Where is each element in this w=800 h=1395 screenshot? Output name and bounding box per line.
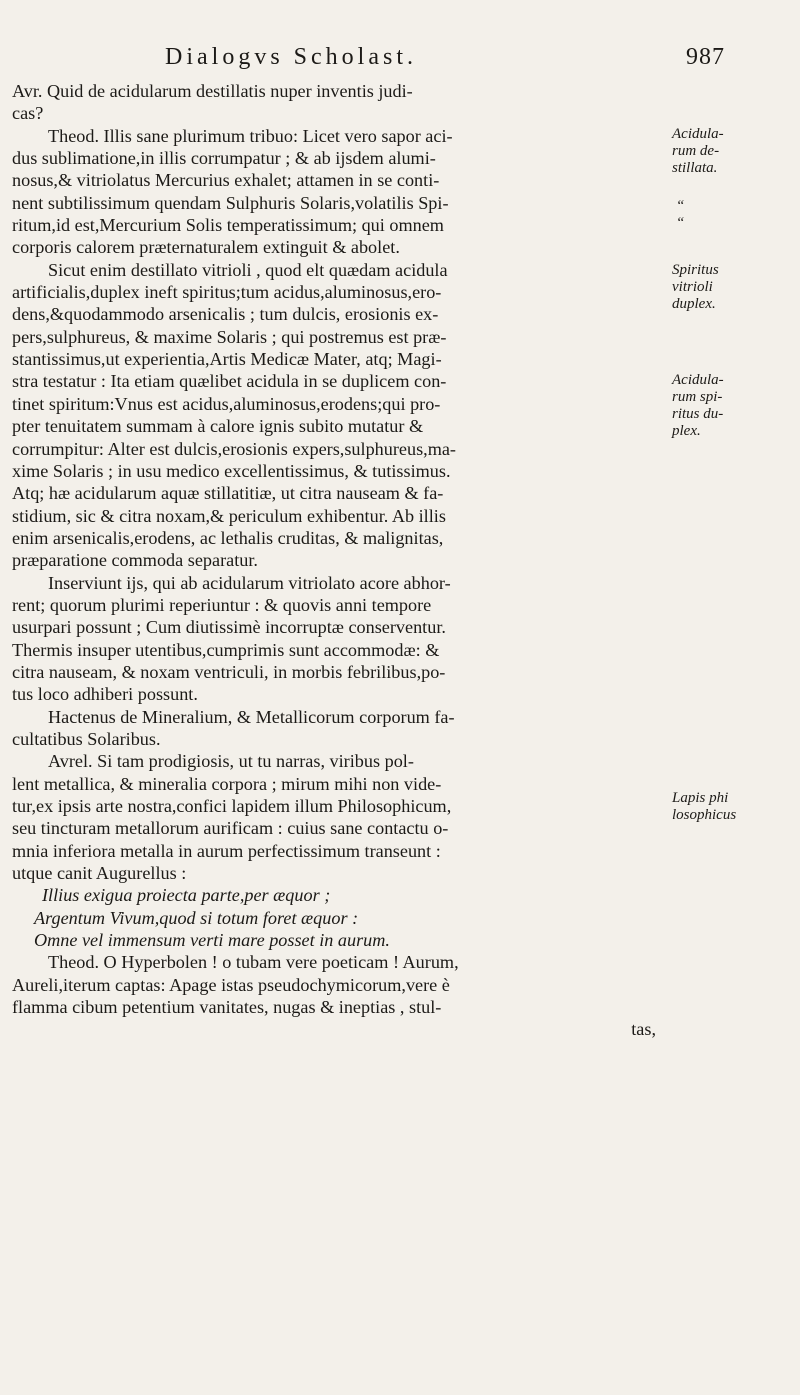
text-line: Hactenus de Mineralium, & Metallicorum corporum fa- (48, 706, 455, 727)
verse-line: Omne vel immensum verti mare posset in aurum. (34, 930, 390, 951)
text-line: xime Solaris ; in usu medico excellentissimus, & tutissimus. (12, 460, 451, 481)
text-line: tus loco adhiberi possunt. (12, 684, 198, 705)
text-line: pers,sulphureus, & maxime Solaris ; qui postremus est præ- (12, 326, 447, 347)
text-line: nosus,& vitriolatus Mercurius exhalet; attamen in se conti- (12, 170, 440, 191)
page-number: 987 (686, 44, 725, 70)
page-header (165, 44, 725, 84)
text-line: artificialis,duplex ineft spiritus;tum acidus,aluminosus,ero- (12, 282, 442, 303)
text-line: præparatione commoda separatur. (12, 550, 258, 571)
margin-line: Lapis phi (672, 790, 729, 806)
margin-line: ritus du- (672, 406, 724, 422)
margin-line: stillata. (672, 160, 718, 176)
text-line: Theod. O Hyperbolen ! o tubam vere poeticam ! Aurum, (48, 952, 459, 973)
text-line: cultatibus Solaribus. (12, 728, 161, 749)
verse-line: Illius exigua proiecta parte,per æquor ; (42, 885, 331, 906)
text-line: pter tenuitatem summam à calore ignis subito mutatur & (12, 416, 424, 437)
verse-line: Argentum Vivum,quod si totum foret æquor : (34, 907, 359, 928)
text-line: corporis calorem præternaturalem extinguit & abolet. (12, 237, 400, 258)
margin-note-spiritus-vitrioli (672, 262, 792, 313)
text-line: dus sublimatione,in illis corrumpatur ; & ab ijsdem alumi- (12, 148, 436, 169)
text-line: utque canit Augurellus : (12, 863, 187, 884)
text-line: dens,&quodammodo arsenicalis ; tum dulcis, erosionis ex- (12, 304, 439, 325)
text-line: rent; quorum plurimi reperiuntur : & quovis anni tempore (12, 594, 432, 615)
margin-note-lapis-philosophicus (672, 790, 792, 824)
text-line: Inserviunt ijs, qui ab acidularum vitriolato acore abhor- (48, 572, 451, 593)
text-line: stra testatur : Ita etiam quælibet acidula in se duplicem con- (12, 371, 447, 392)
text-line: Theod. Illis sane plurimum tribuo: Licet vero sapor aci- (48, 125, 453, 146)
margin-quote-marks (676, 198, 796, 232)
margin-line: Acidula- (672, 372, 724, 388)
text-line: Sicut enim destillato vitrioli , quod elt quædam acidula (48, 259, 448, 280)
text-line: corrumpitur: Alter est dulcis,erosionis expers,sulphureus,ma- (12, 438, 456, 459)
quote-mark: “ (676, 198, 685, 214)
margin-line: plex. (672, 423, 701, 439)
text-line: seu tincturam metallorum aurificam : cuius sane contactu o- (12, 818, 449, 839)
text-line: nent subtilissimum quendam Sulphuris Solaris,volatilis Spi- (12, 192, 449, 213)
text-line: enim arsenicalis,erodens, ac lethalis cruditas, & malignitas, (12, 527, 444, 548)
text-line: lent metallica, & mineralia corpora ; mirum mihi non vide- (12, 773, 442, 794)
text-line: Atq; hæ acidularum aquæ stillatitiæ, ut citra nauseam & fa- (12, 483, 444, 504)
text-line: Thermis insuper utentibus,cumprimis sunt accommodæ: & (12, 639, 440, 660)
margin-note-acidularum-spiritus (672, 372, 792, 440)
margin-line: Acidula- (672, 126, 724, 142)
margin-line: duplex. (672, 296, 716, 312)
catchword: tas, (631, 1019, 656, 1040)
text-line: Avr. Quid de acidularum destillatis nuper inventis judi- (12, 81, 413, 101)
main-text (12, 80, 662, 1041)
margin-line: rum de- (672, 143, 720, 159)
text-line: cas? (12, 103, 44, 124)
margin-note-acidularum-destillata (672, 126, 792, 177)
text-line: citra nauseam, & noxam ventriculi, in morbis febrilibus,po- (12, 661, 446, 682)
text-line: stidium, sic & citra noxam,& periculum exhibentur. Ab illis (12, 505, 446, 526)
margin-line: vitrioli (672, 279, 713, 295)
margin-line: losophicus (672, 807, 737, 823)
margin-line: rum spi- (672, 389, 723, 405)
running-title: Dialogvs Scholast. (165, 44, 417, 70)
text-line: mnia inferiora metalla in aurum perfectissimum transeunt : (12, 840, 441, 861)
text-line: ritum,id est,Mercurium Solis temperatissimum; qui omnem (12, 215, 444, 236)
text-line: tinet spiritum:Vnus est acidus,aluminosus,erodens;qui pro- (12, 393, 441, 414)
text-line: tur,ex ipsis arte nostra,confici lapidem illum Philosophicum, (12, 796, 452, 816)
text-line: Aureli,iterum captas: Apage istas pseudochymicorum,vere è (12, 974, 450, 995)
text-line: stantissimus,ut experientia,Artis Medicæ Mater, atq; Magi- (12, 349, 442, 370)
text-line: flamma cibum petentium vanitates, nugas & ineptias , stul- (12, 997, 442, 1018)
text-line: usurpari possunt ; Cum diutissimè incorruptæ conserventur. (12, 617, 446, 638)
text-line: Avrel. Si tam prodigiosis, ut tu narras, viribus pol- (48, 751, 414, 772)
margin-line: Spiritus (672, 262, 719, 278)
quote-mark: “ (676, 215, 685, 231)
